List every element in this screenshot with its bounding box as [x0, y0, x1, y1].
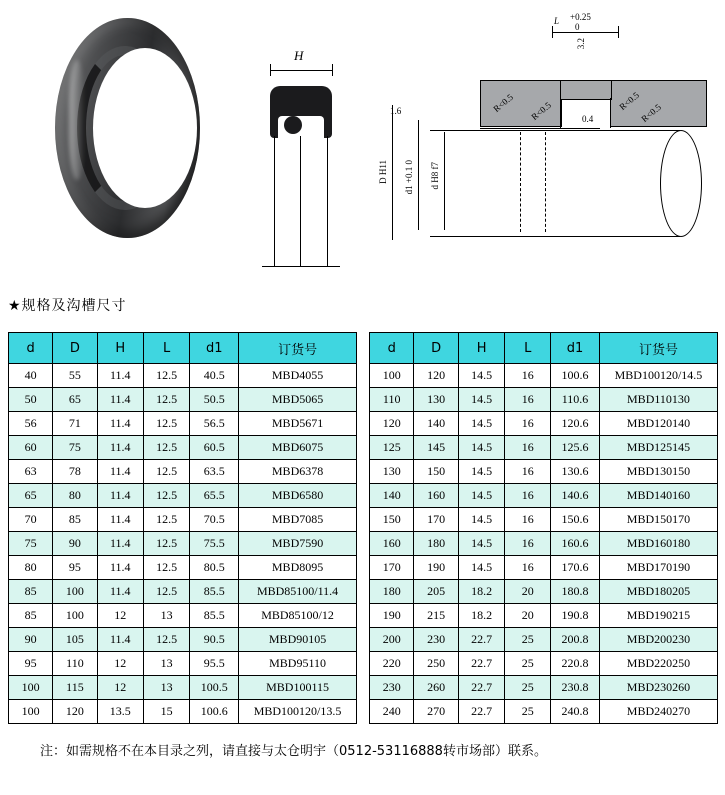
- dimension-line-l: [552, 32, 618, 33]
- cell-L: 16: [505, 484, 551, 508]
- cell-D: 105: [53, 628, 97, 652]
- seal-cross-section-drawing: [250, 40, 360, 235]
- dimension-tick-l-right: [618, 26, 619, 38]
- table-row: [9, 388, 357, 412]
- seal-lip-bead: [284, 116, 302, 134]
- cell-d1: 125.6: [551, 436, 600, 460]
- cell-D: 75: [53, 436, 97, 460]
- cell-H: 18.2: [458, 580, 505, 604]
- cell-D: 205: [414, 580, 458, 604]
- table-row: [370, 604, 718, 628]
- cell-order-number: MBD95110: [239, 652, 357, 676]
- cell-L: 13: [143, 604, 189, 628]
- cell-d: 120: [370, 412, 414, 436]
- column-header-4: L: [143, 333, 189, 364]
- table-row: [370, 700, 718, 724]
- cell-d1: 63.5: [190, 460, 239, 484]
- cell-H: 22.7: [458, 676, 505, 700]
- cell-D: 55: [53, 364, 97, 388]
- cell-d: 200: [370, 628, 414, 652]
- cell-order-number: MBD110130: [599, 388, 717, 412]
- cell-L: 12.5: [143, 508, 189, 532]
- cell-order-number: MBD8095: [239, 556, 357, 580]
- cell-H: 14.5: [458, 508, 505, 532]
- cell-d: 75: [9, 532, 53, 556]
- cell-D: 90: [53, 532, 97, 556]
- table-row: [9, 508, 357, 532]
- cell-L: 12.5: [143, 484, 189, 508]
- cell-D: 180: [414, 532, 458, 556]
- cell-H: 11.4: [97, 508, 143, 532]
- cell-d: 80: [9, 556, 53, 580]
- spec-table-left: [8, 332, 357, 724]
- cell-H: 12: [97, 604, 143, 628]
- cell-d1: 110.6: [551, 388, 600, 412]
- cell-order-number: MBD6580: [239, 484, 357, 508]
- cell-D: 230: [414, 628, 458, 652]
- column-header-4: L: [505, 333, 551, 364]
- cell-d: 40: [9, 364, 53, 388]
- cell-d: 56: [9, 412, 53, 436]
- cell-d: 190: [370, 604, 414, 628]
- cell-order-number: MBD90105: [239, 628, 357, 652]
- cell-d: 110: [370, 388, 414, 412]
- cell-D: 65: [53, 388, 97, 412]
- table-row: [370, 508, 718, 532]
- footer-note: 注：如需规格不在本目录之列，请直接与太仓明宇（0512-53116888转市场部）联系。: [40, 744, 547, 759]
- cell-H: 18.2: [458, 604, 505, 628]
- dimension-line-d-capital: [392, 105, 393, 240]
- table-row: [9, 700, 357, 724]
- cell-order-number: MBD130150: [599, 460, 717, 484]
- ring-highlight: [69, 60, 85, 180]
- cell-d1: 230.8: [551, 676, 600, 700]
- dimension-label-h: H: [294, 48, 304, 63]
- cell-D: 140: [414, 412, 458, 436]
- cell-L: 16: [505, 556, 551, 580]
- cell-H: 22.7: [458, 652, 505, 676]
- cell-H: 11.4: [97, 556, 143, 580]
- column-header-3: H: [458, 333, 505, 364]
- cell-H: 11.4: [97, 532, 143, 556]
- cell-D: 78: [53, 460, 97, 484]
- radius-callout-2: R<0.5: [529, 99, 553, 123]
- spec-table-right: [369, 332, 718, 724]
- cell-L: 25: [505, 652, 551, 676]
- cell-order-number: MBD190215: [599, 604, 717, 628]
- table-row: [9, 580, 357, 604]
- cell-d: 100: [9, 700, 53, 724]
- cell-d: 170: [370, 556, 414, 580]
- cell-d1: 200.8: [551, 628, 600, 652]
- cell-order-number: MBD100120/13.5: [239, 700, 357, 724]
- dimension-line-d-small: [444, 132, 445, 230]
- table-row: [370, 460, 718, 484]
- cell-H: 22.7: [458, 628, 505, 652]
- table-row: [370, 436, 718, 460]
- cell-D: 85: [53, 508, 97, 532]
- cell-d: 100: [370, 364, 414, 388]
- cell-D: 260: [414, 676, 458, 700]
- cell-D: 160: [414, 484, 458, 508]
- cell-d1: 56.5: [190, 412, 239, 436]
- cell-H: 11.4: [97, 388, 143, 412]
- table-head-left: [9, 333, 357, 364]
- cell-H: 11.4: [97, 364, 143, 388]
- cell-H: 11.4: [97, 412, 143, 436]
- cell-L: 15: [143, 700, 189, 724]
- cell-D: 120: [53, 700, 97, 724]
- cell-D: 80: [53, 484, 97, 508]
- cell-L: 16: [505, 508, 551, 532]
- dimension-tick-l-left: [552, 26, 553, 38]
- cell-D: 100: [53, 580, 97, 604]
- column-header-6: 订货号: [599, 333, 717, 364]
- cell-L: 25: [505, 700, 551, 724]
- column-header-1: d: [9, 333, 53, 364]
- cell-d: 90: [9, 628, 53, 652]
- cell-order-number: MBD100115: [239, 676, 357, 700]
- cell-order-number: MBD240270: [599, 700, 717, 724]
- table-row: [370, 676, 718, 700]
- cell-d1: 130.6: [551, 460, 600, 484]
- column-header-6: 订货号: [239, 333, 357, 364]
- cell-H: 14.5: [458, 484, 505, 508]
- cell-order-number: MBD5671: [239, 412, 357, 436]
- hatch-line-middle: [300, 136, 301, 266]
- hatch-line-right: [327, 136, 328, 266]
- cell-D: 115: [53, 676, 97, 700]
- cell-d: 240: [370, 700, 414, 724]
- cell-H: 13.5: [97, 700, 143, 724]
- cell-order-number: MBD150170: [599, 508, 717, 532]
- table-row: [9, 484, 357, 508]
- cell-D: 110: [53, 652, 97, 676]
- roughness-3-2: 3.2: [576, 38, 586, 50]
- cell-H: 11.4: [97, 628, 143, 652]
- cell-d: 140: [370, 484, 414, 508]
- column-header-2: D: [53, 333, 97, 364]
- dimension-tick-left: [270, 64, 271, 76]
- table-row: [370, 364, 718, 388]
- cell-L: 16: [505, 388, 551, 412]
- cell-D: 130: [414, 388, 458, 412]
- cell-d1: 85.5: [190, 580, 239, 604]
- shaft-body: [430, 130, 680, 237]
- cell-H: 11.4: [97, 580, 143, 604]
- cell-L: 12.5: [143, 460, 189, 484]
- cell-L: 20: [505, 580, 551, 604]
- cell-L: 12.5: [143, 364, 189, 388]
- cell-D: 100: [53, 604, 97, 628]
- cell-H: 14.5: [458, 388, 505, 412]
- radius-callout-4: R<0.5: [639, 101, 663, 125]
- section-title: ★规格及沟槽尺寸: [8, 298, 127, 314]
- cell-d1: 220.8: [551, 652, 600, 676]
- cell-L: 12.5: [143, 532, 189, 556]
- cell-order-number: MBD85100/12: [239, 604, 357, 628]
- cell-D: 71: [53, 412, 97, 436]
- cell-L: 16: [505, 460, 551, 484]
- dimension-label-d1: d1 +0.1 0: [404, 160, 414, 195]
- cell-L: 12.5: [143, 556, 189, 580]
- cell-H: 11.4: [97, 460, 143, 484]
- cell-L: 16: [505, 412, 551, 436]
- cell-D: 250: [414, 652, 458, 676]
- cell-d1: 100.5: [190, 676, 239, 700]
- table-header-row: [370, 333, 718, 364]
- roughness-0-4: 0.4: [582, 114, 594, 124]
- table-row: [370, 652, 718, 676]
- cell-D: 190: [414, 556, 458, 580]
- table-row: [370, 532, 718, 556]
- table-row: [9, 652, 357, 676]
- cell-d: 100: [9, 676, 53, 700]
- cell-d1: 100.6: [190, 700, 239, 724]
- table-row: [370, 388, 718, 412]
- cell-d1: 40.5: [190, 364, 239, 388]
- cell-d1: 75.5: [190, 532, 239, 556]
- cell-d: 220: [370, 652, 414, 676]
- roughness-1-6: 1.6: [390, 106, 402, 116]
- cell-d: 230: [370, 676, 414, 700]
- tolerance-upper: +0.25: [570, 12, 591, 22]
- table-row: [9, 436, 357, 460]
- cell-L: 13: [143, 676, 189, 700]
- groove-floor-line: [480, 128, 600, 129]
- cell-L: 12.5: [143, 628, 189, 652]
- cell-D: 95: [53, 556, 97, 580]
- cell-d1: 190.8: [551, 604, 600, 628]
- housing-bridge: [560, 80, 612, 100]
- cell-order-number: MBD125145: [599, 436, 717, 460]
- table-row: [370, 628, 718, 652]
- cell-L: 25: [505, 628, 551, 652]
- table-row: [370, 484, 718, 508]
- shaft-hidden-edge-2: [545, 132, 546, 232]
- cell-order-number: MBD6075: [239, 436, 357, 460]
- shaft-hidden-edge-1: [520, 132, 521, 232]
- cell-L: 16: [505, 364, 551, 388]
- cell-order-number: MBD180205: [599, 580, 717, 604]
- cell-d: 60: [9, 436, 53, 460]
- column-header-2: D: [414, 333, 458, 364]
- column-header-5: d1: [551, 333, 600, 364]
- cell-D: 150: [414, 460, 458, 484]
- cell-d1: 85.5: [190, 604, 239, 628]
- column-header-1: d: [370, 333, 414, 364]
- dimension-label-l: L: [554, 16, 560, 26]
- table-row: [9, 460, 357, 484]
- cell-d1: 240.8: [551, 700, 600, 724]
- spec-tables: [8, 332, 718, 724]
- cell-order-number: MBD160180: [599, 532, 717, 556]
- cell-H: 14.5: [458, 532, 505, 556]
- cell-H: 11.4: [97, 484, 143, 508]
- cell-D: 145: [414, 436, 458, 460]
- table-header-row: [9, 333, 357, 364]
- table-row: [9, 628, 357, 652]
- cell-order-number: MBD170190: [599, 556, 717, 580]
- figure-area: [0, 0, 725, 270]
- cell-d1: 180.8: [551, 580, 600, 604]
- cell-d1: 65.5: [190, 484, 239, 508]
- table-body-right: [370, 364, 718, 724]
- groove-dimension-drawing: [370, 10, 720, 260]
- cell-d: 160: [370, 532, 414, 556]
- cell-d: 180: [370, 580, 414, 604]
- cell-d1: 90.5: [190, 628, 239, 652]
- cell-L: 25: [505, 676, 551, 700]
- cell-D: 120: [414, 364, 458, 388]
- tolerance-lower: 0: [575, 22, 580, 32]
- cell-d: 85: [9, 580, 53, 604]
- dimension-tick-right: [332, 64, 333, 76]
- cell-order-number: MBD120140: [599, 412, 717, 436]
- cell-d: 125: [370, 436, 414, 460]
- cell-H: 14.5: [458, 436, 505, 460]
- radius-callout-1: R<0.5: [491, 91, 515, 115]
- cell-d1: 160.6: [551, 532, 600, 556]
- cell-order-number: MBD140160: [599, 484, 717, 508]
- cell-L: 12.5: [143, 388, 189, 412]
- cell-L: 12.5: [143, 580, 189, 604]
- cell-d1: 50.5: [190, 388, 239, 412]
- cell-d: 50: [9, 388, 53, 412]
- table-row: [9, 364, 357, 388]
- cell-d1: 80.5: [190, 556, 239, 580]
- cell-L: 20: [505, 604, 551, 628]
- cell-H: 14.5: [458, 460, 505, 484]
- cell-L: 13: [143, 652, 189, 676]
- table-row: [9, 604, 357, 628]
- cell-order-number: MBD7085: [239, 508, 357, 532]
- dimension-line-h: [270, 70, 332, 71]
- cell-H: 14.5: [458, 556, 505, 580]
- cell-H: 12: [97, 652, 143, 676]
- cell-D: 270: [414, 700, 458, 724]
- column-header-5: d1: [190, 333, 239, 364]
- shaft-end-ellipse: [660, 130, 702, 237]
- cell-d: 70: [9, 508, 53, 532]
- cell-H: 14.5: [458, 412, 505, 436]
- cell-order-number: MBD4055: [239, 364, 357, 388]
- table-head-right: [370, 333, 718, 364]
- hatch-line-left: [274, 136, 275, 266]
- cell-D: 170: [414, 508, 458, 532]
- ring-inner-hole: [93, 48, 197, 208]
- table-row: [9, 676, 357, 700]
- cell-order-number: MBD220250: [599, 652, 717, 676]
- baseline: [262, 266, 340, 267]
- cell-H: 14.5: [458, 364, 505, 388]
- seal-ring-photo: [55, 18, 200, 238]
- table-row: [9, 532, 357, 556]
- cell-d: 130: [370, 460, 414, 484]
- cell-d1: 100.6: [551, 364, 600, 388]
- cell-order-number: MBD200230: [599, 628, 717, 652]
- cell-d: 63: [9, 460, 53, 484]
- cell-L: 12.5: [143, 412, 189, 436]
- cell-H: 22.7: [458, 700, 505, 724]
- radius-callout-3: R<0.5: [617, 89, 641, 113]
- cell-L: 16: [505, 532, 551, 556]
- cell-d1: 170.6: [551, 556, 600, 580]
- cell-order-number: MBD5065: [239, 388, 357, 412]
- column-header-3: H: [97, 333, 143, 364]
- cell-d1: 70.5: [190, 508, 239, 532]
- table-row: [370, 580, 718, 604]
- cell-order-number: MBD230260: [599, 676, 717, 700]
- seal-body-profile: [270, 86, 332, 138]
- cell-L: 16: [505, 436, 551, 460]
- cell-L: 12.5: [143, 436, 189, 460]
- cell-d: 85: [9, 604, 53, 628]
- groove-wall-left: [560, 98, 561, 128]
- cell-d1: 150.6: [551, 508, 600, 532]
- cell-d1: 60.5: [190, 436, 239, 460]
- groove-wall-right: [610, 98, 611, 128]
- cell-H: 11.4: [97, 436, 143, 460]
- table-body-left: [9, 364, 357, 724]
- cell-d: 95: [9, 652, 53, 676]
- cell-d1: 120.6: [551, 412, 600, 436]
- table-row: [9, 556, 357, 580]
- cell-d1: 95.5: [190, 652, 239, 676]
- cell-order-number: MBD85100/11.4: [239, 580, 357, 604]
- cell-H: 12: [97, 676, 143, 700]
- cell-d1: 140.6: [551, 484, 600, 508]
- table-row: [370, 412, 718, 436]
- table-row: [370, 556, 718, 580]
- dimension-label-d-capital: D H11: [378, 160, 388, 184]
- cell-order-number: MBD7590: [239, 532, 357, 556]
- dimension-label-d-small: d H8 f7: [430, 162, 440, 190]
- cell-d: 150: [370, 508, 414, 532]
- cell-order-number: MBD6378: [239, 460, 357, 484]
- dimension-line-d1: [418, 120, 419, 230]
- cell-order-number: MBD100120/14.5: [599, 364, 717, 388]
- table-row: [9, 412, 357, 436]
- cell-D: 215: [414, 604, 458, 628]
- cell-d: 65: [9, 484, 53, 508]
